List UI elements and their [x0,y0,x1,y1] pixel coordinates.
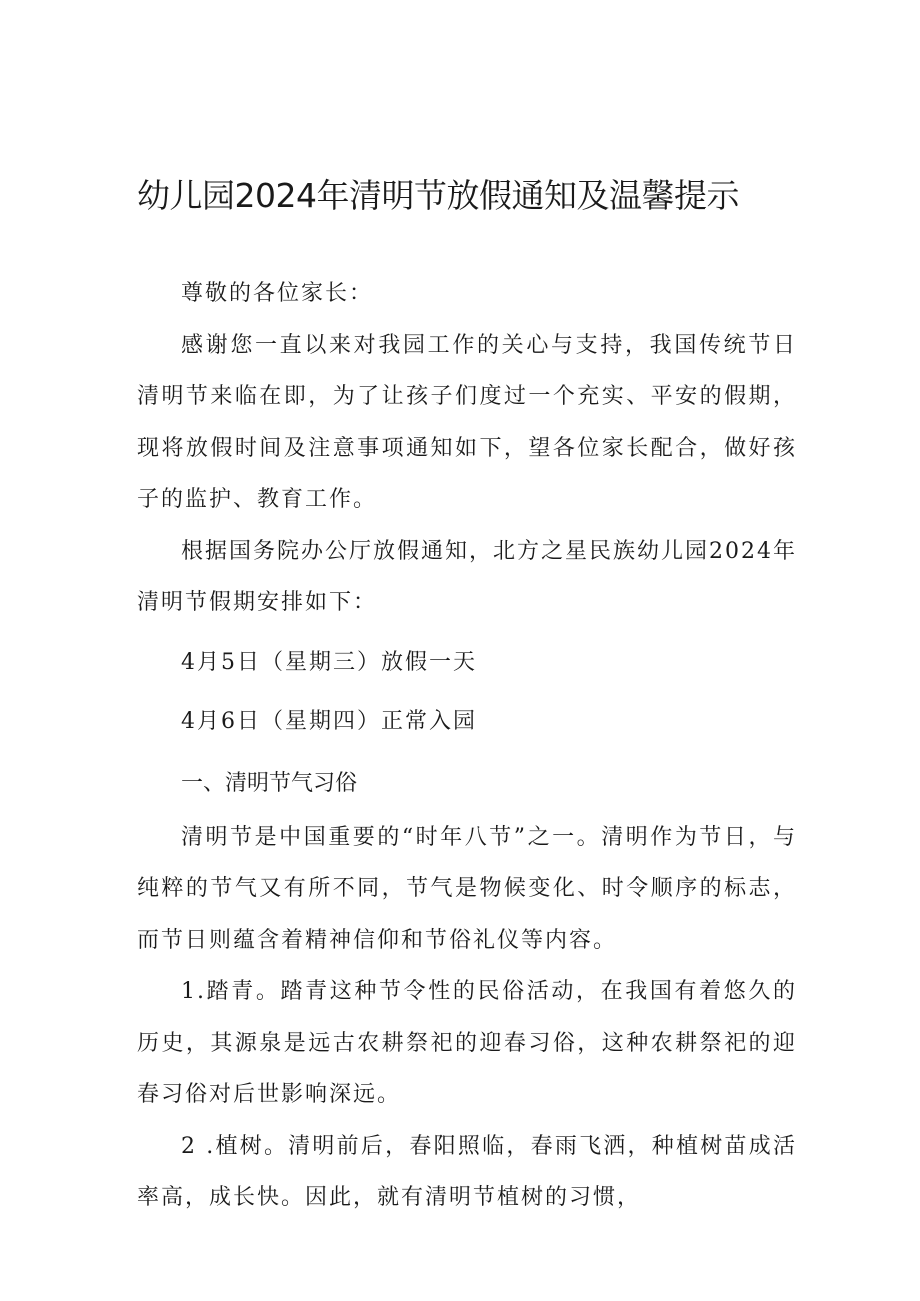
greeting: 尊敬的各位家长： [181,281,374,306]
document-body [137,268,797,1224]
schedule-intro-paragraph: 根据国务院办公厅放假通知，北方之星民族幼儿园2024年清明节假期安排如下： [137,538,797,615]
section-paragraph-outing: 1.踏青。踏青这种节令性的民俗活动，在我国有着悠久的历史，其源泉是远古农耕祭祀的迎春习俗，这种农耕祭祀的迎春习俗对后世影响深远。 [137,979,797,1107]
section-paragraph-overview: 清明节是中国重要的“时年八节”之一。清明作为节日，与纯粹的节气又有所不同，节气是物候变化、时令顺序的标志，而节日则蕴含着精神信仰和节俗礼仪等内容。 [137,824,797,953]
document-title: 幼儿园2024年清明节放假通知及温馨提示 [137,176,739,215]
section-paragraph-tree-planting: 2 .植树。清明前后，春阳照临，春雨飞洒，种植树苗成活率高，成长快。因此，就有清明节植树的习惯， [137,1133,797,1210]
schedule-item-resume: 4月6日（星期四）正常入园 [181,709,477,734]
schedule-item-holiday: 4月5日（星期三）放假一天 [181,649,477,675]
intro-paragraph: 感谢您一直以来对我园工作的关心与支持，我国传统节日清明节来临在即，为了让孩子们度过一个充实、平安的假期，现将放假时间及注意事项通知如下，望各位家长配合，做好孩子的监护、教育工作。 [137,332,797,512]
section-heading: 一、清明节气习俗 [181,770,358,796]
